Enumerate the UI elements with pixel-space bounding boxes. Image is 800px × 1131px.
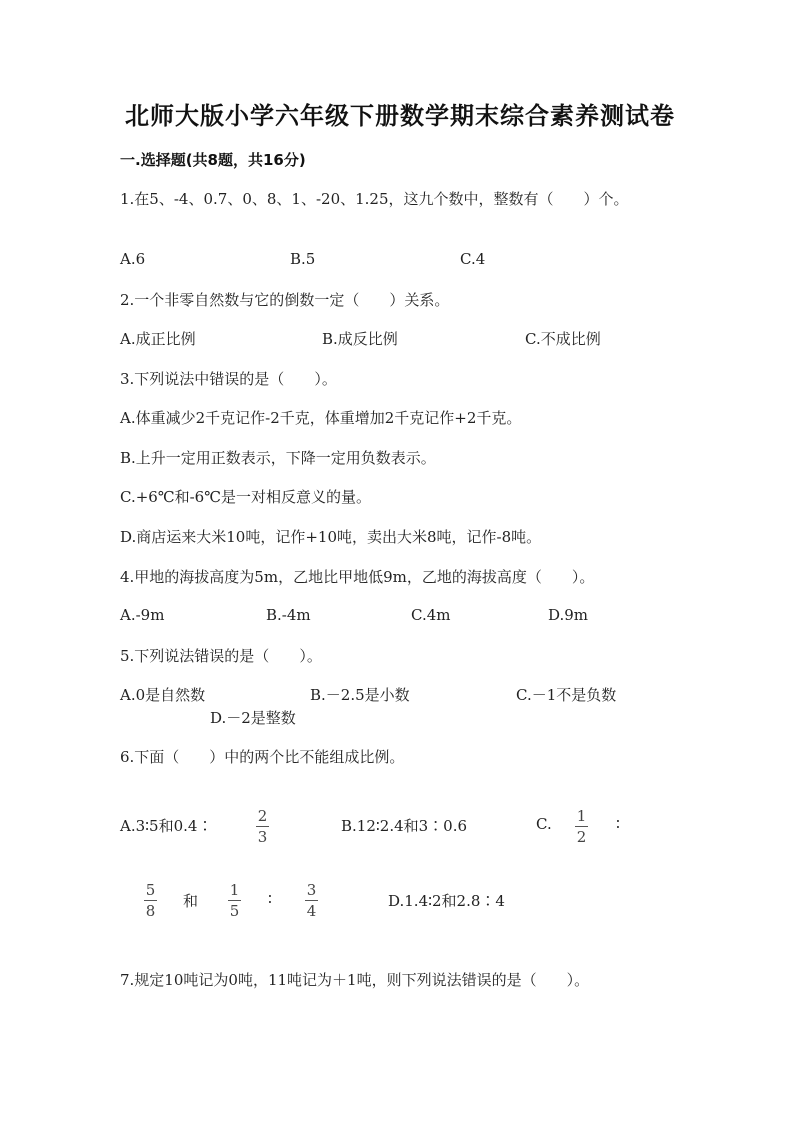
- question-3-stem: 3.下列说法中错误的是（ ）。: [120, 370, 337, 388]
- question-5-option-b[interactable]: B.－2.5是小数: [310, 686, 410, 704]
- fraction-numerator: 1: [576, 807, 587, 825]
- fraction-bar: [144, 900, 157, 901]
- fraction-three-quarters: [305, 882, 318, 919]
- fraction-bar: [575, 826, 588, 827]
- question-1-option-b[interactable]: B.5: [290, 250, 316, 268]
- fraction-two-thirds: [256, 808, 269, 845]
- question-4-option-d[interactable]: D.9m: [548, 606, 589, 624]
- question-6-option-c[interactable]: C.: [536, 815, 552, 833]
- question-4-stem: 4.甲地的海拔高度为5m，乙地比甲地低9m，乙地的海拔高度（ ）。: [120, 568, 595, 586]
- question-4-option-a[interactable]: A.-9m: [120, 606, 165, 624]
- conjunction-he: 和: [183, 892, 199, 910]
- question-3-option-b[interactable]: B.上升一定用正数表示，下降一定用负数表示。: [120, 449, 436, 467]
- fraction-bar: [228, 900, 241, 901]
- question-3-option-c[interactable]: C.+6℃和-6℃是一对相反意义的量。: [120, 488, 371, 506]
- question-4-option-b[interactable]: B.-4m: [266, 606, 311, 624]
- fraction-denominator: 3: [257, 828, 268, 846]
- question-6-option-b[interactable]: B.12∶2.4和3∶0.6: [341, 817, 468, 835]
- question-1-option-c[interactable]: C.4: [460, 250, 486, 268]
- question-3-option-a[interactable]: A.体重减少2千克记作-2千克，体重增加2千克记作+2千克。: [120, 409, 522, 427]
- question-5-option-c[interactable]: C.－1不是负数: [516, 686, 617, 704]
- question-5-option-d[interactable]: D.－2是整数: [210, 709, 296, 727]
- question-2-option-b[interactable]: B.成反比例: [322, 330, 398, 348]
- fraction-bar: [256, 826, 269, 827]
- fraction-denominator: 2: [576, 828, 587, 846]
- question-4-option-c[interactable]: C.4m: [411, 606, 451, 624]
- question-1-option-a[interactable]: A.6: [120, 250, 146, 268]
- question-2-option-c[interactable]: C.不成比例: [525, 330, 601, 348]
- question-6-option-a[interactable]: A.3∶5和0.4∶: [120, 817, 213, 835]
- question-7-stem: 7.规定10吨记为0吨，11吨记为＋1吨，则下列说法错误的是（ ）。: [120, 971, 590, 989]
- fraction-one-half: [575, 808, 588, 845]
- ratio-colon: ∶: [268, 890, 272, 908]
- fraction-numerator: 3: [306, 881, 317, 899]
- fraction-denominator: 5: [229, 902, 240, 920]
- question-6-option-d[interactable]: D.1.4∶2和2.8∶4: [388, 892, 505, 910]
- fraction-denominator: 8: [145, 902, 156, 920]
- question-1-stem: 1.在5、-4、0.7、0、8、1、-20、1.25，这九个数中，整数有（ ）个。: [120, 190, 629, 208]
- fraction-denominator: 4: [306, 902, 317, 920]
- fraction-one-fifth: [228, 882, 241, 919]
- fraction-bar: [305, 900, 318, 901]
- fraction-five-eighths: [144, 882, 157, 919]
- section-heading: 一.选择题(共8题，共16分): [120, 151, 306, 169]
- question-3-option-d[interactable]: D.商店运来大米10吨，记作+10吨，卖出大米8吨，记作-8吨。: [120, 528, 542, 546]
- question-6-stem: 6.下面（ ）中的两个比不能组成比例。: [120, 748, 405, 766]
- question-5-stem: 5.下列说法错误的是（ ）。: [120, 647, 322, 665]
- page-title: 北师大版小学六年级下册数学期末综合素养测试卷: [125, 102, 675, 130]
- fraction-numerator: 5: [145, 881, 156, 899]
- question-2-stem: 2.一个非零自然数与它的倒数一定（ ）关系。: [120, 291, 450, 309]
- question-2-option-a[interactable]: A.成正比例: [120, 330, 196, 348]
- fraction-numerator: 1: [229, 881, 240, 899]
- ratio-colon: ∶: [616, 815, 620, 833]
- question-5-option-a[interactable]: A.0是自然数: [120, 686, 206, 704]
- fraction-numerator: 2: [257, 807, 268, 825]
